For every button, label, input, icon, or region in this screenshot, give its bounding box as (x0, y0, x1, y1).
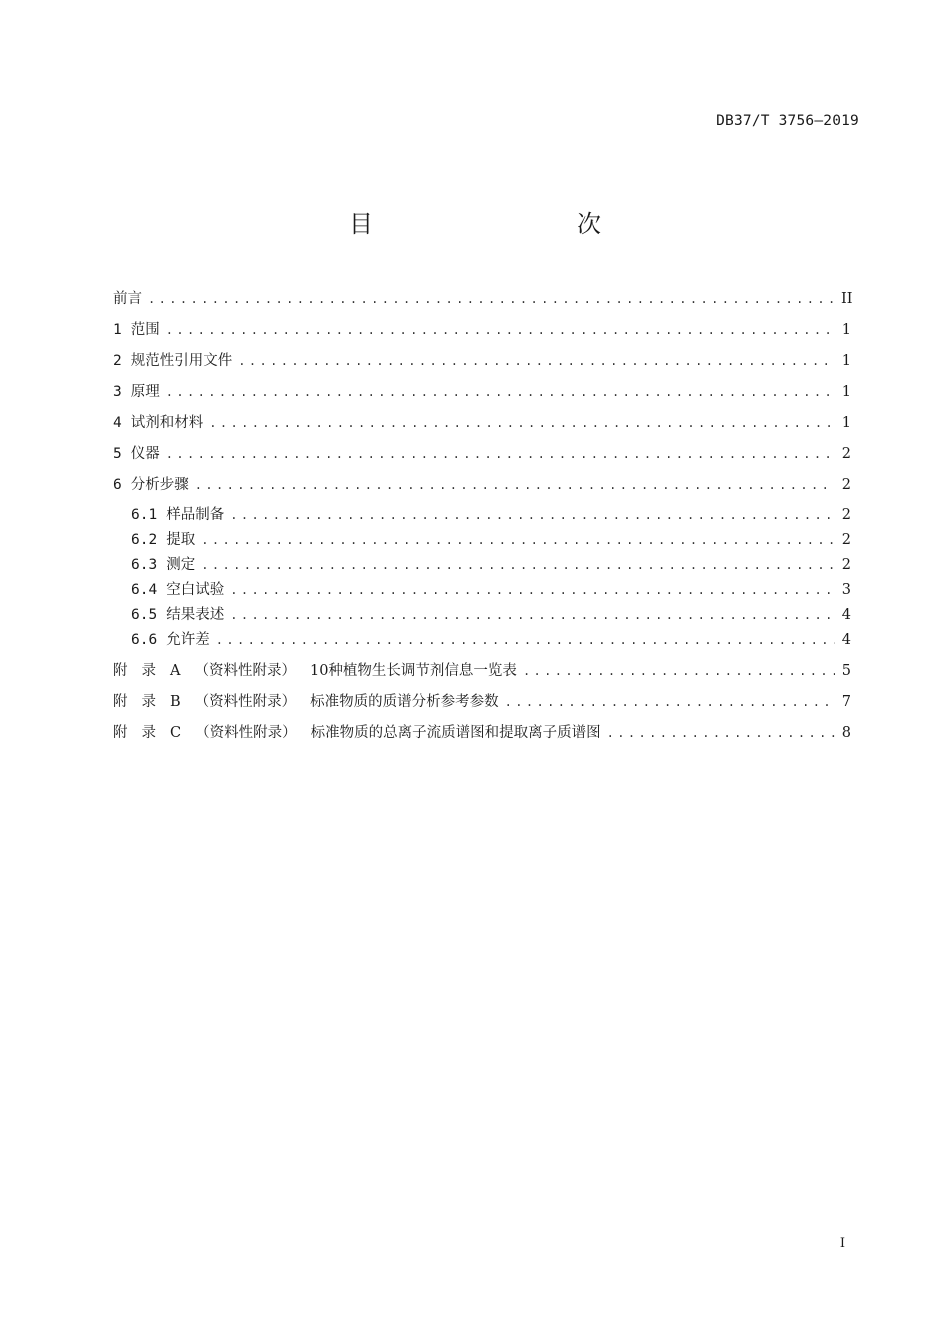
appendix-word: 附 (113, 725, 128, 741)
toc-page-number: 2 (841, 557, 851, 573)
toc-label: 样品制备 (166, 507, 225, 523)
toc-number: 1 (113, 322, 122, 338)
toc-label: 提取 (166, 532, 196, 548)
dot-leader (166, 320, 835, 340)
toc-entry-appendix-c[interactable] (113, 723, 851, 743)
appendix-type: （资料性附录） (194, 694, 297, 710)
dot-leader (230, 605, 835, 625)
appendix-word: 录 (141, 694, 156, 710)
toc-label: 测定 (166, 557, 196, 573)
document-code: DB37/T 3756—2019 (716, 113, 859, 129)
toc-page-number: 2 (841, 507, 851, 523)
dot-leader (216, 630, 835, 650)
page-number: I (839, 1236, 845, 1251)
toc-label: 仪器 (130, 446, 160, 462)
toc-entry-6-3[interactable] (131, 555, 851, 575)
toc-label: 标准物质的总离子流质谱图和提取离子质谱图 (310, 725, 601, 741)
toc-label: 规范性引用文件 (130, 353, 233, 369)
toc-page-number: 4 (841, 607, 851, 623)
toc-label: 试剂和材料 (130, 415, 204, 431)
toc-page-number: 2 (841, 532, 851, 548)
toc-number: 6 (113, 477, 122, 493)
appendix-word: 附 (113, 694, 128, 710)
toc-number: 6.4 (131, 582, 158, 598)
toc-entry-appendix-b[interactable] (113, 692, 851, 712)
toc-entry-6[interactable] (113, 475, 851, 495)
toc-page-number: 2 (841, 477, 851, 493)
toc-entry-6-2[interactable] (131, 530, 851, 550)
toc-page-number: 2 (841, 446, 851, 462)
toc-label: 结果表述 (166, 607, 225, 623)
toc-number: 4 (113, 415, 122, 431)
toc-number: 5 (113, 446, 122, 462)
toc-page-number: 7 (841, 694, 851, 710)
appendix-type: （资料性附录） (195, 725, 297, 741)
toc-page-number: 8 (841, 725, 851, 741)
appendix-letter: A (170, 663, 181, 679)
toc-label: 允许差 (166, 632, 210, 648)
dot-leader (230, 505, 835, 525)
toc-page-number: 1 (841, 353, 851, 369)
appendix-prefix (113, 692, 310, 712)
toc-label: 空白试验 (166, 582, 225, 598)
appendix-word: 录 (141, 663, 156, 679)
dot-leader (209, 413, 835, 433)
dot-leader (166, 444, 835, 464)
toc-number: 6.3 (131, 557, 158, 573)
toc-label: 原理 (130, 384, 160, 400)
toc-label: 标准物质的质谱分析参考参数 (310, 694, 499, 710)
appendix-word: 录 (141, 725, 156, 741)
appendix-letter: B (170, 694, 181, 710)
toc-entry-6-6[interactable] (131, 630, 851, 650)
toc-entry-5[interactable] (113, 444, 851, 464)
appendix-word: 附 (113, 663, 128, 679)
toc-label: 分析步骤 (130, 477, 189, 493)
toc-entry-3[interactable] (113, 382, 851, 402)
toc-entry-6-1[interactable] (131, 505, 851, 525)
dot-leader (238, 351, 835, 371)
toc-page-number: II (841, 291, 853, 307)
toc-entry-appendix-a[interactable] (113, 661, 851, 681)
dot-leader (230, 580, 835, 600)
toc-page-number: 1 (841, 322, 851, 338)
dot-leader (505, 692, 835, 712)
dot-leader (201, 530, 835, 550)
toc-number: 6.5 (131, 607, 158, 623)
toc-entry-2[interactable] (113, 351, 851, 371)
toc-entry-6-5[interactable] (131, 605, 851, 625)
toc-page-number: 4 (841, 632, 851, 648)
toc-number: 2 (113, 353, 122, 369)
toc-entry-4[interactable] (113, 413, 851, 433)
appendix-prefix (113, 723, 311, 743)
toc-page-number: 5 (841, 663, 851, 679)
toc-number: 6.2 (131, 532, 158, 548)
page-title: 目 次 (349, 210, 653, 238)
toc-label: 范围 (130, 322, 160, 338)
appendix-prefix (113, 661, 310, 681)
toc-number: 6.1 (131, 507, 158, 523)
toc-label: 前言 (113, 291, 142, 307)
toc-number: 6.6 (131, 632, 158, 648)
toc-page-number: 3 (841, 582, 851, 598)
toc-entry-foreword[interactable] (113, 289, 851, 309)
dot-leader (201, 555, 835, 575)
toc-entry-6-4[interactable] (131, 580, 851, 600)
toc-page-number: 1 (841, 415, 851, 431)
toc-entry-1[interactable] (113, 320, 851, 340)
toc-label: 10种植物生长调节剂信息一览表 (309, 663, 517, 679)
toc-page-number: 1 (841, 384, 851, 400)
toc-number: 3 (113, 384, 122, 400)
appendix-letter: C (170, 725, 182, 741)
dot-leader (166, 382, 835, 402)
appendix-type: （资料性附录） (194, 663, 296, 679)
dot-leader (148, 289, 835, 309)
dot-leader (607, 723, 835, 743)
dot-leader (523, 661, 835, 681)
dot-leader (195, 475, 835, 495)
